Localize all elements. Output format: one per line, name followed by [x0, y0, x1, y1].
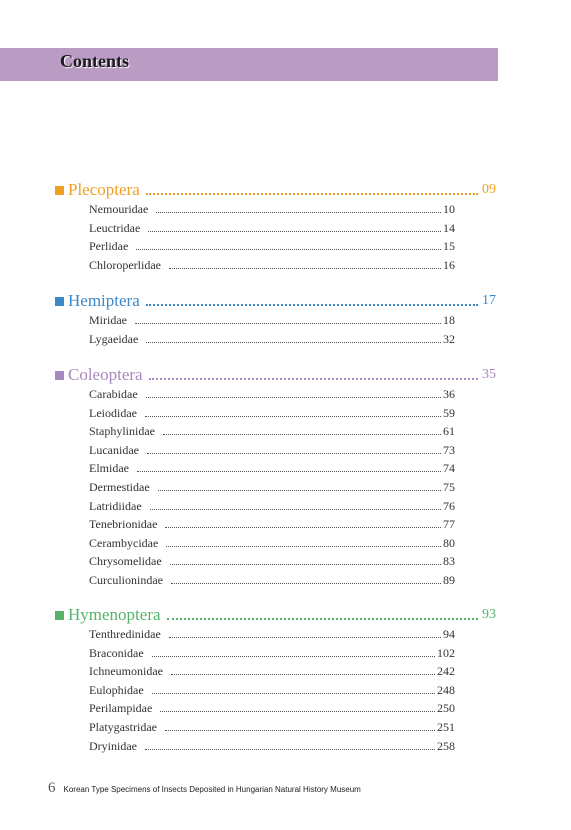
toc-entry[interactable]: [89, 551, 455, 569]
toc-entry[interactable]: [89, 533, 455, 551]
toc-entry[interactable]: [89, 680, 455, 698]
section-title: Coleoptera: [68, 365, 143, 384]
entry-family-name: Lucanidae: [89, 442, 139, 457]
entry-family-name: Nemouridae: [89, 202, 149, 216]
dot-leader: [156, 212, 441, 213]
dot-leader: [135, 323, 441, 324]
entry-family-name: Dermestidae: [89, 480, 150, 494]
entry-family-name: Braconidae: [89, 645, 144, 660]
toc-entry[interactable]: [89, 624, 455, 642]
entry-family-name: Carabidae: [89, 387, 138, 401]
entry-family-name: Cerambycidae: [89, 535, 159, 550]
section-page-number: 35: [482, 367, 496, 382]
dot-leader: [137, 471, 441, 472]
entry-page-number: 248: [437, 682, 455, 697]
entry-page-number: 18: [443, 313, 455, 327]
toc-entry[interactable]: [89, 310, 455, 328]
dot-leader: [158, 490, 441, 491]
toc-entry[interactable]: [89, 717, 455, 735]
section-page-number: 17: [482, 293, 496, 308]
dot-leader: [160, 711, 435, 712]
dot-leader: [149, 378, 478, 380]
dot-leader: [170, 564, 441, 565]
entry-page-number: 80: [443, 535, 455, 550]
dot-leader: [166, 546, 441, 547]
dot-leader: [167, 618, 478, 620]
entry-page-number: 61: [443, 424, 455, 439]
entry-family-name: Eulophidae: [89, 682, 144, 697]
toc-entry[interactable]: [89, 199, 455, 217]
toc-entry[interactable]: [89, 440, 455, 458]
entry-family-name: Perilampidae: [89, 701, 153, 716]
contents-header-bar: [0, 48, 498, 81]
entry-page-number: 75: [443, 480, 455, 494]
dot-leader: [136, 249, 441, 250]
toc-entry[interactable]: [89, 458, 455, 476]
entry-family-name: Platygastridae: [89, 720, 157, 734]
toc-entry[interactable]: [89, 236, 455, 254]
toc-entry[interactable]: [89, 255, 455, 273]
entry-family-name: Dryinidae: [89, 738, 137, 753]
toc-entry[interactable]: [89, 661, 455, 679]
section-page-number: 09: [482, 182, 496, 197]
toc-entry[interactable]: [89, 514, 455, 532]
dot-leader: [146, 342, 441, 343]
section-title: Hemiptera: [68, 291, 140, 310]
entry-family-name: Tenebrionidae: [89, 517, 158, 532]
dot-leader: [165, 730, 435, 731]
footer-page-number: 6: [48, 780, 56, 796]
dot-leader: [146, 304, 478, 306]
toc-entry[interactable]: [89, 698, 455, 716]
toc-entry[interactable]: [89, 329, 455, 347]
entry-page-number: 102: [437, 645, 455, 660]
entry-page-number: 74: [443, 461, 455, 476]
toc-entry[interactable]: [89, 218, 455, 236]
dot-leader: [152, 693, 435, 694]
entry-page-number: 251: [437, 720, 455, 734]
entry-family-name: Latridiidae: [89, 498, 142, 513]
dot-leader: [150, 509, 441, 510]
toc-entry[interactable]: [89, 736, 455, 754]
page-footer: [48, 780, 361, 796]
entry-page-number: 242: [437, 664, 455, 679]
entry-family-name: Perlidae: [89, 239, 129, 254]
dot-leader: [145, 749, 435, 750]
dot-leader: [169, 637, 441, 638]
toc-entry[interactable]: [89, 496, 455, 514]
entry-page-number: 15: [443, 239, 455, 254]
entry-page-number: 89: [443, 573, 455, 587]
entry-family-name: Chloroperlidae: [89, 257, 161, 272]
dot-leader: [146, 193, 478, 195]
entry-family-name: Lygaeidae: [89, 331, 139, 346]
entry-page-number: 94: [443, 627, 455, 641]
entry-page-number: 14: [443, 220, 455, 235]
toc-entry[interactable]: [89, 384, 455, 402]
section-square-icon: [55, 297, 64, 306]
entry-family-name: Tenthredinidae: [89, 627, 161, 641]
dot-leader: [163, 434, 441, 435]
page-title: Contents: [60, 51, 130, 71]
entry-family-name: Chrysomelidae: [89, 554, 162, 569]
entry-family-name: Leuctridae: [89, 220, 141, 235]
section-square-icon: [55, 611, 64, 620]
entry-page-number: 10: [443, 202, 455, 216]
section-title: Plecoptera: [68, 180, 140, 199]
dot-leader: [165, 527, 441, 528]
entry-page-number: 32: [443, 331, 455, 346]
entry-family-name: Ichneumonidae: [89, 664, 163, 679]
entry-page-number: 250: [437, 701, 455, 716]
entry-page-number: 83: [443, 554, 455, 569]
dot-leader: [171, 674, 435, 675]
dot-leader: [152, 656, 435, 657]
entry-page-number: 77: [443, 517, 455, 532]
entry-page-number: 59: [443, 405, 455, 420]
toc-entry[interactable]: [89, 403, 455, 421]
entry-page-number: 36: [443, 387, 455, 401]
entry-page-number: 258: [437, 738, 455, 753]
toc-entry[interactable]: [89, 477, 455, 495]
section-coleoptera[interactable]: [55, 363, 496, 385]
entry-family-name: Miridae: [89, 313, 127, 327]
section-title: Hymenoptera: [68, 605, 161, 624]
dot-leader: [169, 268, 441, 269]
section-page-number: 93: [482, 607, 496, 622]
toc-entry[interactable]: [89, 643, 455, 661]
dot-leader: [148, 231, 441, 232]
dot-leader: [145, 416, 441, 417]
entry-family-name: Leiodidae: [89, 405, 137, 420]
entry-page-number: 76: [443, 498, 455, 513]
entry-family-name: Elmidae: [89, 461, 129, 476]
entry-page-number: 73: [443, 442, 455, 457]
section-hemiptera[interactable]: [55, 289, 496, 311]
section-plecoptera[interactable]: [55, 178, 496, 200]
footer-running-title: Korean Type Specimens of Insects Deposited in Hungarian Natural History Museum: [63, 785, 361, 794]
entry-family-name: Staphylinidae: [89, 424, 155, 439]
entry-page-number: 16: [443, 257, 455, 272]
section-hymenoptera[interactable]: [55, 603, 496, 625]
dot-leader: [171, 583, 441, 584]
section-square-icon: [55, 186, 64, 195]
dot-leader: [146, 397, 441, 398]
dot-leader: [147, 453, 441, 454]
section-square-icon: [55, 371, 64, 380]
entry-family-name: Curculionindae: [89, 573, 163, 587]
toc-entry[interactable]: [89, 421, 455, 439]
toc-entry[interactable]: [89, 570, 455, 588]
